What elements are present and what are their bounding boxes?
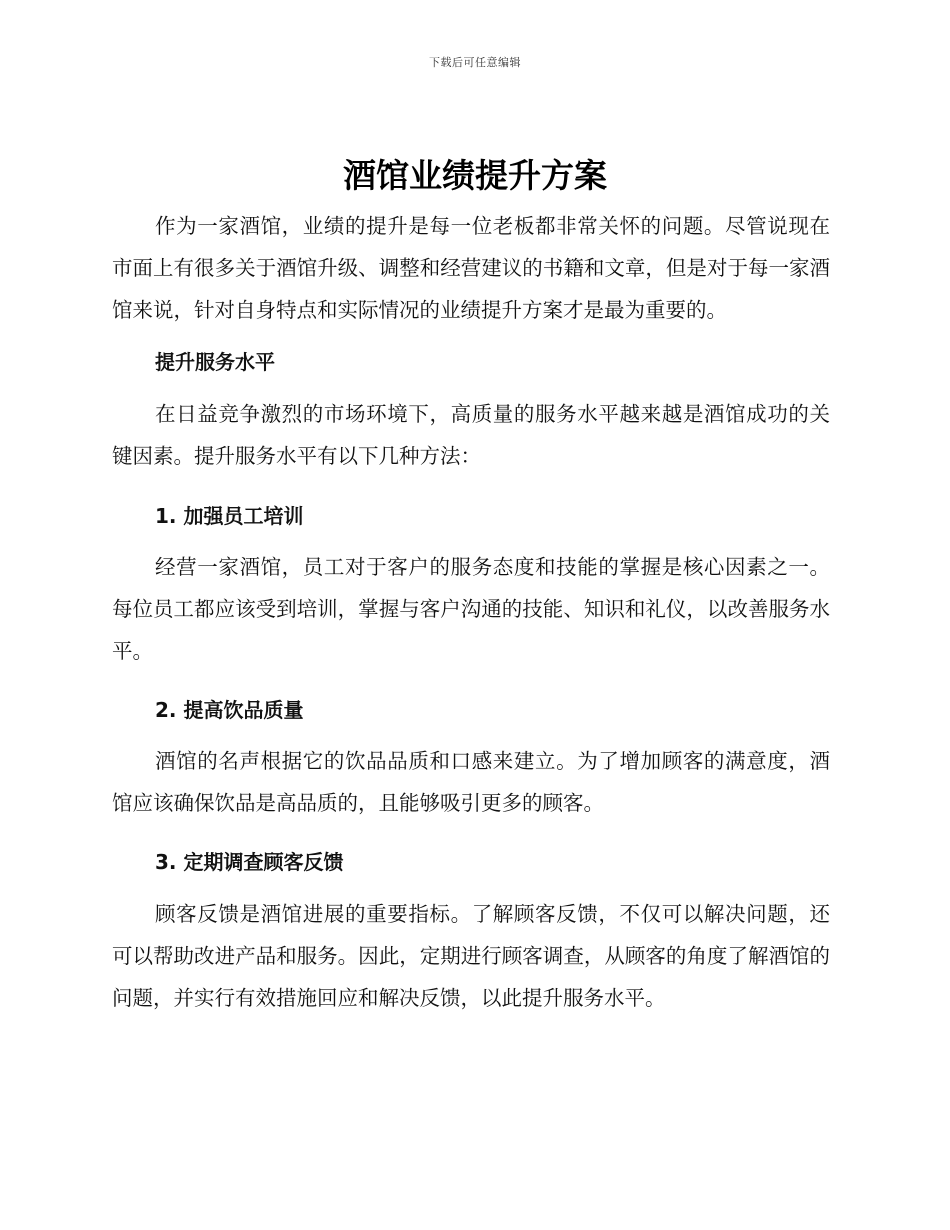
service-paragraph: 在日益竞争激烈的市场环境下，高质量的服务水平越来越是酒馆成功的关键因素。提升服务水平有以下几种方法：	[112, 402, 830, 468]
item-heading-quality: 2. 提高饮品质量	[155, 698, 304, 722]
item-paragraph-quality: 酒馆的名声根据它的饮品品质和口感来建立。为了增加顾客的满意度，酒馆应该确保饮品是高品质的，且能够吸引更多的顾客。	[112, 749, 830, 815]
section-heading-service: 提升服务水平	[155, 350, 275, 374]
item-paragraph-training: 经营一家酒馆，员工对于客户的服务态度和技能的掌握是核心因素之一。每位员工都应该受到培训，掌握与客户沟通的技能、知识和礼仪，以改善服务水平。	[112, 555, 830, 663]
document-title: 酒馆业绩提升方案	[343, 156, 607, 195]
intro-paragraph: 作为一家酒馆，业绩的提升是每一位老板都非常关怀的问题。尽管说现在市面上有很多关于酒馆升级、调整和经营建议的书籍和文章，但是对于每一家酒馆来说，针对自身特点和实际情况的业绩提升方案才是最为重要的。	[112, 214, 830, 322]
item-paragraph-feedback: 顾客反馈是酒馆进展的重要指标。了解顾客反馈，不仅可以解决问题，还可以帮助改进产品和服务。因此，定期进行顾客调查，从顾客的角度了解酒馆的问题，并实行有效措施回应和解决反馈，以此提升服务水平。	[112, 902, 830, 1010]
header-note: 下载后可任意编辑	[429, 56, 521, 69]
item-heading-training: 1. 加强员工培训	[155, 504, 304, 528]
item-heading-feedback: 3. 定期调查顾客反馈	[155, 850, 344, 874]
